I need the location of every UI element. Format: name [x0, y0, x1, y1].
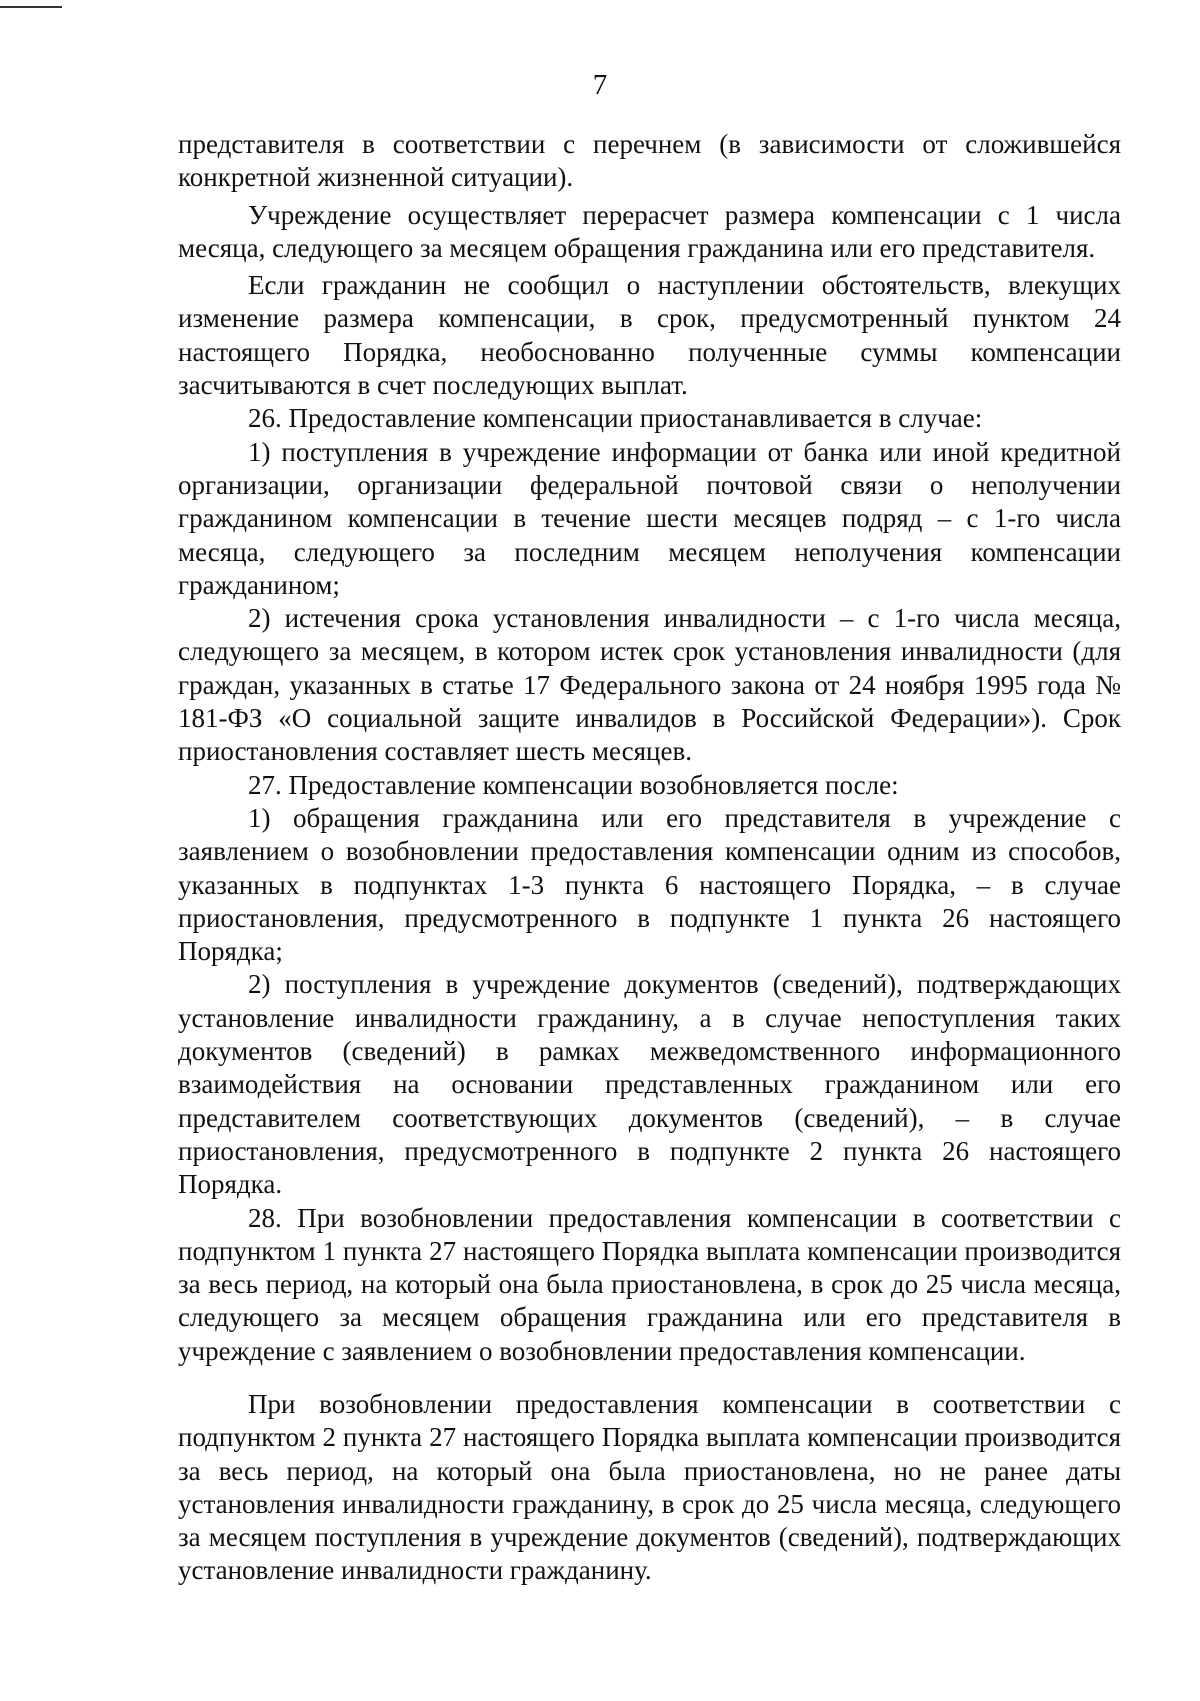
- paragraph-recalculation: Учреждение осуществляет перерасчет размера компенсации с 1 числа месяца, следующего за месяцем обращения гражданина или его представителя.: [178, 199, 1121, 263]
- scan-edge-mark: [0, 6, 62, 8]
- clause-26-item-2: 2) истечения срока установления инвалидности – с 1-го числа месяца, следующего за месяцем, в котором истек срок установления инвалидности (для граждан, указанных в статье 17 Федерального закона от 24 ноября 1995 года № 181-ФЗ «О социальной защите инвалидов в Российской Федерации»). Срок приостановления составляет шесть месяцев.: [178, 603, 1121, 767]
- paragraph-overpayment: Если гражданин не сообщил о наступлении обстоятельств, влекущих изменение размера компенсации, в срок, предусмотренный пунктом 24 настоящего Порядка, необоснованно полученные суммы компенсации засчитываются в счет последующих выплат.: [178, 270, 1121, 401]
- clause-26-heading: 26. Предоставление компенсации приостанавливается в случае:: [248, 403, 983, 434]
- page-number: 7: [592, 69, 608, 101]
- clause-26-item-1: 1) поступления в учреждение информации от банка или иной кредитной организации, организации федеральной почтовой связи о неполучении гражданином компенсации в течение шести месяцев подряд – с 1-го числа месяца, следующего за последним месяцем неполучения компенсации гражданином;: [178, 436, 1121, 600]
- clause-27-item-1: 1) обращения гражданина или его представителя в учреждение с заявлением о возобновлении предоставления компенсации одним из способов, указанных в подпунктах 1-3 пункта 6 настоящего Порядка, – в случае приостановления, предусмотренного в подпункте 1 пункта 26 настоящего Порядка;: [178, 802, 1121, 967]
- paragraph-continuation: представителя в соответствии с перечнем (в зависимости от сложившейся конкретной жизненной ситуации).: [178, 129, 1121, 193]
- clause-27-heading: 27. Предоставление компенсации возобновляется после:: [248, 769, 899, 800]
- clause-28: 28. При возобновлении предоставления компенсации в соответствии с подпунктом 1 пункта 27 настоящего Порядка выплата компенсации производится за весь период, на который она была приостановлена, в срок до 25 числа месяца, следующего за месяцем обращения гражданина или его представителя в учреждение с заявлением о возобновлении предоставления компенсации.: [178, 1202, 1121, 1366]
- clause-27-item-2: 2) поступления в учреждение документов (сведений), подтверждающих установление инвалидности гражданину, а в случае непоступления таких документов (сведений) в рамках межведомственного информационного взаимодействия на основании представленных гражданином или его представителем соответствующих документов (сведений), – в случае приостановления, предусмотренного в подпункте 2 пункта 26 настоящего Порядка.: [178, 969, 1121, 1200]
- document-body: [178, 128, 1121, 1588]
- clause-28-second-paragraph: При возобновлении предоставления компенсации в соответствии с подпунктом 2 пункта 27 настоящего Порядка выплата компенсации производится за весь период, на который она была приостановлена, но не ранее даты установления инвалидности гражданину, в срок до 25 числа месяца, следующего за месяцем поступления в учреждение документов (сведений), подтверждающих установление инвалидности гражданину.: [178, 1388, 1121, 1586]
